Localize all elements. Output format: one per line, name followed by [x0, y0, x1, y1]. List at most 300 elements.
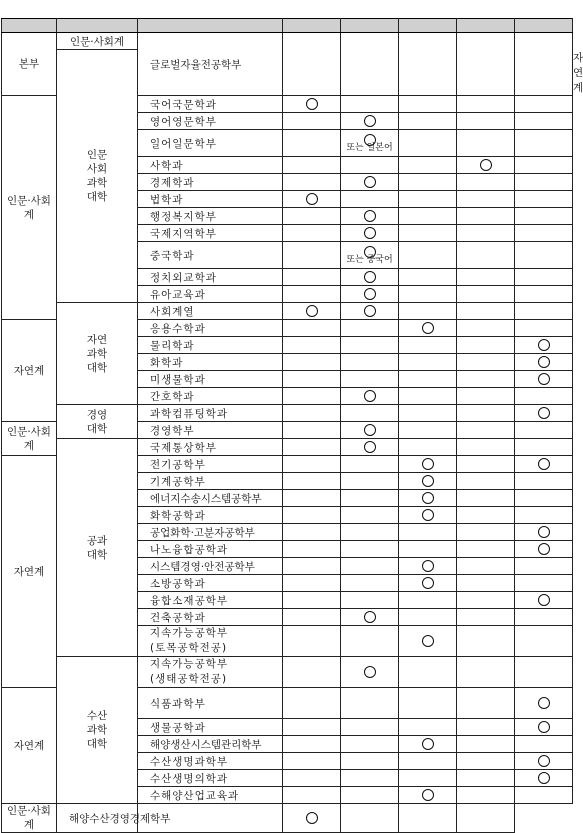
mark-korean	[283, 113, 341, 130]
mark-korean	[283, 354, 341, 371]
dept-cell: 융합소재공학부	[138, 592, 283, 609]
mark-korean	[283, 688, 341, 719]
header-english	[341, 19, 399, 33]
dept-name: 지속가능공학부	[150, 627, 229, 639]
mark-korean	[283, 558, 341, 575]
mark-science	[515, 688, 573, 719]
subject-table	[1, 18, 583, 833]
mark-social	[457, 575, 515, 592]
track-cell: 자연계	[2, 688, 57, 804]
mark-korean	[283, 320, 341, 337]
mark-english	[341, 303, 399, 320]
mark-social	[457, 286, 515, 303]
track-cell: 인문·사회계	[2, 96, 57, 320]
mark-science	[457, 804, 515, 833]
mark-math	[399, 242, 457, 269]
track-cell: 인문·사회계	[2, 422, 57, 456]
mark-science	[515, 473, 573, 490]
circle-icon	[538, 407, 550, 419]
mark-math	[399, 33, 457, 96]
mark-math	[399, 191, 457, 208]
college-cell: 공과 대학	[57, 439, 138, 657]
mark-math	[399, 337, 457, 354]
mark-korean	[283, 130, 341, 157]
mark-korean	[283, 657, 341, 688]
mark-korean	[283, 592, 341, 609]
table-body	[2, 33, 583, 833]
circle-icon	[364, 441, 376, 453]
mark-math	[399, 719, 457, 736]
mark-math	[399, 439, 457, 456]
dept-cell	[138, 657, 283, 688]
note-text: 또는 일본어	[346, 142, 393, 153]
college-cell: 본부	[2, 33, 57, 96]
dept-cell: 사학과	[138, 157, 283, 174]
dept-cell: 시스템경영·안전공학부	[138, 558, 283, 575]
mark-math	[399, 405, 457, 422]
mark-english	[341, 541, 399, 558]
mark-math	[399, 320, 457, 337]
mark-science	[515, 174, 573, 191]
dept-cell: 미생물학과	[138, 371, 283, 388]
circle-icon	[364, 390, 376, 402]
dept-cell: 사회계열	[138, 303, 283, 320]
mark-english	[341, 286, 399, 303]
mark-math	[399, 130, 457, 157]
mark-science	[515, 303, 573, 320]
mark-science	[515, 208, 573, 225]
mark-science	[515, 113, 573, 130]
mark-science	[515, 439, 573, 456]
mark-science	[515, 371, 573, 388]
circle-icon	[480, 159, 492, 171]
circle-icon	[422, 475, 434, 487]
mark-science	[515, 422, 573, 439]
mark-korean	[283, 174, 341, 191]
dept-cell: 글로벌자율전공학부	[138, 33, 283, 96]
mark-english	[341, 354, 399, 371]
mark-korean	[283, 787, 341, 804]
mark-math	[399, 388, 457, 405]
mark-english	[341, 191, 399, 208]
header-row	[2, 19, 573, 33]
circle-icon	[538, 697, 550, 709]
mark-korean	[283, 208, 341, 225]
mark-science	[515, 405, 573, 422]
circle-icon	[538, 755, 550, 767]
circle-icon	[306, 305, 318, 317]
mark-social	[399, 804, 457, 833]
dept-cell: 건축공학과	[138, 609, 283, 626]
mark-korean	[283, 337, 341, 354]
mark-korean	[283, 609, 341, 626]
mark-math	[399, 371, 457, 388]
dept-name: 지속가능공학부	[150, 658, 229, 670]
mark-english	[341, 787, 399, 804]
mark-english	[341, 609, 399, 626]
mark-social	[457, 558, 515, 575]
mark-english	[341, 225, 399, 242]
mark-social	[457, 490, 515, 507]
mark-math	[399, 507, 457, 524]
mark-math	[399, 286, 457, 303]
mark-social	[457, 354, 515, 371]
mark-korean	[283, 736, 341, 753]
mark-science	[515, 575, 573, 592]
mark-math	[399, 736, 457, 753]
mark-social	[457, 225, 515, 242]
circle-icon	[364, 288, 376, 300]
track-cell: 인문·사회계	[2, 804, 57, 833]
mark-social	[457, 688, 515, 719]
dept-cell: 수산생명과학부	[138, 753, 283, 770]
mark-math	[399, 541, 457, 558]
dept-cell: 화학과	[138, 354, 283, 371]
mark-science	[515, 609, 573, 626]
circle-icon	[538, 356, 550, 368]
mark-english	[341, 422, 399, 439]
circle-icon	[364, 227, 376, 239]
dept-major: (토목공학전공)	[150, 642, 228, 654]
mark-korean	[283, 770, 341, 787]
mark-english	[341, 688, 399, 719]
mark-social	[457, 626, 515, 657]
circle-icon	[538, 721, 550, 733]
mark-english	[341, 719, 399, 736]
mark-english	[341, 490, 399, 507]
circle-icon	[538, 543, 550, 555]
mark-korean	[283, 33, 341, 96]
mark-science	[515, 388, 573, 405]
mark-korean	[283, 422, 341, 439]
mark-science	[515, 242, 573, 269]
mark-social	[457, 33, 515, 96]
mark-english	[341, 473, 399, 490]
mark-science	[515, 269, 573, 286]
mark-english	[341, 337, 399, 354]
college-cell: 자연 과학 대학	[57, 303, 138, 405]
mark-science	[515, 225, 573, 242]
dept-major: (생태공학전공)	[150, 673, 228, 685]
circle-icon	[364, 176, 376, 188]
track-cell: 자연계	[2, 320, 57, 422]
circle-icon	[422, 738, 434, 750]
mark-math	[399, 354, 457, 371]
mark-english	[341, 524, 399, 541]
dept-cell: 화학공학과	[138, 507, 283, 524]
mark-social	[457, 174, 515, 191]
circle-icon	[364, 424, 376, 436]
mark-english	[341, 456, 399, 473]
mark-math	[399, 96, 457, 113]
mark-science	[515, 626, 573, 657]
dept-cell: 해양생산시스템관리학부	[138, 736, 283, 753]
mark-science	[515, 736, 573, 753]
dept-cell: 경제학과	[138, 174, 283, 191]
dept-cell: 전기공학부	[138, 456, 283, 473]
mark-social	[457, 208, 515, 225]
circle-icon	[422, 509, 434, 521]
header-track	[57, 19, 138, 33]
mark-science	[515, 753, 573, 770]
mark-math	[399, 456, 457, 473]
note-text: 또는 중국어	[346, 254, 393, 265]
mark-english	[341, 208, 399, 225]
mark-social	[457, 609, 515, 626]
circle-icon	[538, 339, 550, 351]
mark-math	[399, 657, 457, 688]
mark-math	[399, 787, 457, 804]
mark-math	[399, 753, 457, 770]
header-science	[515, 19, 573, 33]
circle-icon	[538, 526, 550, 538]
mark-korean	[283, 405, 341, 422]
mark-english	[341, 657, 399, 688]
mark-english	[341, 439, 399, 456]
mark-science	[515, 787, 573, 804]
header-dept	[138, 19, 283, 33]
mark-korean	[283, 286, 341, 303]
circle-icon	[364, 666, 376, 678]
dept-cell: 수산생명의학과	[138, 770, 283, 787]
mark-social	[457, 422, 515, 439]
college-cell: 수산 과학 대학	[57, 657, 138, 804]
mark-science	[515, 541, 573, 558]
dept-cell: 수해양산업교육과	[138, 787, 283, 804]
mark-korean	[283, 490, 341, 507]
mark-math	[399, 473, 457, 490]
mark-math	[399, 626, 457, 657]
mark-social	[457, 753, 515, 770]
dept-cell: 국어국문학과	[138, 96, 283, 113]
mark-social	[457, 371, 515, 388]
mark-social	[457, 524, 515, 541]
mark-korean	[283, 96, 341, 113]
mark-math	[399, 558, 457, 575]
mark-math	[399, 303, 457, 320]
table-row	[2, 405, 573, 422]
mark-english	[341, 96, 399, 113]
mark-korean	[283, 242, 341, 269]
dept-cell: 기계공학부	[138, 473, 283, 490]
mark-social	[457, 337, 515, 354]
circle-icon	[364, 115, 376, 127]
mark-social	[457, 96, 515, 113]
mark-english	[341, 592, 399, 609]
circle-icon	[306, 812, 318, 824]
mark-math	[399, 157, 457, 174]
mark-english	[341, 736, 399, 753]
dept-cell: 법학과	[138, 191, 283, 208]
mark-english	[341, 626, 399, 657]
mark-social	[457, 456, 515, 473]
mark-korean	[283, 719, 341, 736]
mark-english	[341, 174, 399, 191]
college-cell: 인문 사회 과학 대학	[57, 50, 138, 303]
dept-cell	[138, 626, 283, 657]
mark-social	[457, 592, 515, 609]
mark-english	[341, 320, 399, 337]
mark-social	[457, 473, 515, 490]
circle-icon	[364, 305, 376, 317]
mark-korean	[283, 524, 341, 541]
dept-cell: 에너지수송시스템공학부	[138, 490, 283, 507]
dept-cell: 경영학부	[138, 422, 283, 439]
mark-math	[399, 174, 457, 191]
mark-science	[515, 130, 573, 157]
mark-social	[457, 157, 515, 174]
dept-cell: 정치외교학과	[138, 269, 283, 286]
mark-english	[341, 157, 399, 174]
track-cell: 인문·사회계	[57, 33, 138, 50]
circle-icon	[538, 373, 550, 385]
mark-social	[457, 113, 515, 130]
dept-cell: 간호학과	[138, 388, 283, 405]
mark-science	[515, 456, 573, 473]
dept-cell: 생물공학과	[138, 719, 283, 736]
dept-cell: 식품과학부	[138, 688, 283, 719]
mark-english	[341, 388, 399, 405]
mark-science	[515, 33, 573, 96]
mark-english	[341, 770, 399, 787]
table-row	[2, 657, 573, 688]
mark-social	[457, 388, 515, 405]
dept-cell: 나노융합공학과	[138, 541, 283, 558]
college-cell: 경영 대학	[57, 405, 138, 439]
page-title	[0, 0, 573, 18]
circle-icon	[422, 560, 434, 572]
dept-cell: 영어영문학부	[138, 113, 283, 130]
mark-math	[399, 490, 457, 507]
mark-korean	[283, 507, 341, 524]
dept-cell: 행정복지학부	[138, 208, 283, 225]
mark-science	[515, 558, 573, 575]
mark-math	[399, 770, 457, 787]
mark-science	[515, 337, 573, 354]
mark-math	[399, 592, 457, 609]
circle-icon	[364, 271, 376, 283]
mark-social	[457, 507, 515, 524]
mark-korean	[283, 191, 341, 208]
mark-math	[399, 225, 457, 242]
mark-science	[515, 770, 573, 787]
mark-social	[457, 770, 515, 787]
mark-korean	[283, 541, 341, 558]
circle-icon	[364, 210, 376, 222]
mark-social	[457, 787, 515, 804]
mark-korean	[283, 473, 341, 490]
table-row	[2, 804, 573, 833]
mark-social	[457, 657, 515, 688]
circle-icon	[422, 458, 434, 470]
circle-icon	[422, 789, 434, 801]
mark-math	[341, 804, 399, 833]
mark-korean	[283, 303, 341, 320]
mark-english	[341, 507, 399, 524]
table-row: 인문 사회 과학 대학 자연계	[2, 50, 573, 96]
mark-english	[341, 753, 399, 770]
mark-korean	[283, 753, 341, 770]
mark-social	[457, 736, 515, 753]
mark-social	[457, 191, 515, 208]
dept-cell: 국제지역학부	[138, 225, 283, 242]
mark-korean	[283, 269, 341, 286]
mark-math	[399, 609, 457, 626]
mark-science	[515, 191, 573, 208]
dept-cell: 과학컴퓨팅학과	[138, 405, 283, 422]
mark-social	[457, 269, 515, 286]
track-cell: 자연계	[2, 456, 57, 688]
dept-cell: 유아교육과	[138, 286, 283, 303]
mark-social	[457, 719, 515, 736]
dept-cell: 중국학과	[138, 242, 283, 269]
header-social	[457, 19, 515, 33]
mark-math	[399, 688, 457, 719]
mark-korean	[138, 804, 283, 833]
mark-math	[399, 269, 457, 286]
header-korean	[283, 19, 341, 33]
mark-english	[341, 575, 399, 592]
mark-math	[399, 208, 457, 225]
mark-social	[457, 130, 515, 157]
circle-icon	[538, 594, 550, 606]
mark-english	[341, 130, 399, 157]
mark-english	[341, 558, 399, 575]
mark-social	[457, 303, 515, 320]
mark-science	[515, 592, 573, 609]
mark-english	[341, 405, 399, 422]
circle-icon	[306, 193, 318, 205]
mark-science	[515, 286, 573, 303]
mark-social	[457, 439, 515, 456]
mark-math	[399, 422, 457, 439]
mark-science	[515, 657, 573, 688]
dept-cell: 해양수산경영경제학부	[57, 804, 138, 833]
mark-english	[341, 113, 399, 130]
mark-math	[399, 113, 457, 130]
dept-cell: 일어일문학부	[138, 130, 283, 157]
mark-korean	[283, 626, 341, 657]
circle-icon	[422, 322, 434, 334]
mark-social	[457, 405, 515, 422]
mark-korean	[283, 456, 341, 473]
circle-icon	[364, 611, 376, 623]
circle-icon	[422, 492, 434, 504]
circle-icon	[306, 98, 318, 110]
mark-science	[515, 490, 573, 507]
dept-cell: 국제통상학부	[138, 439, 283, 456]
mark-social	[457, 320, 515, 337]
mark-english	[341, 269, 399, 286]
table-row	[2, 303, 573, 320]
mark-social	[457, 242, 515, 269]
table-row	[2, 33, 573, 50]
mark-korean	[283, 575, 341, 592]
circle-icon	[538, 458, 550, 470]
header-college	[2, 19, 57, 33]
dept-cell: 공업화학·고분자공학부	[138, 524, 283, 541]
mark-math	[399, 524, 457, 541]
mark-science	[515, 320, 573, 337]
mark-english	[341, 371, 399, 388]
mark-korean	[283, 388, 341, 405]
table-row	[2, 439, 573, 456]
mark-social	[457, 541, 515, 558]
mark-science	[515, 507, 573, 524]
mark-science	[515, 524, 573, 541]
mark-korean	[283, 439, 341, 456]
mark-math	[399, 575, 457, 592]
